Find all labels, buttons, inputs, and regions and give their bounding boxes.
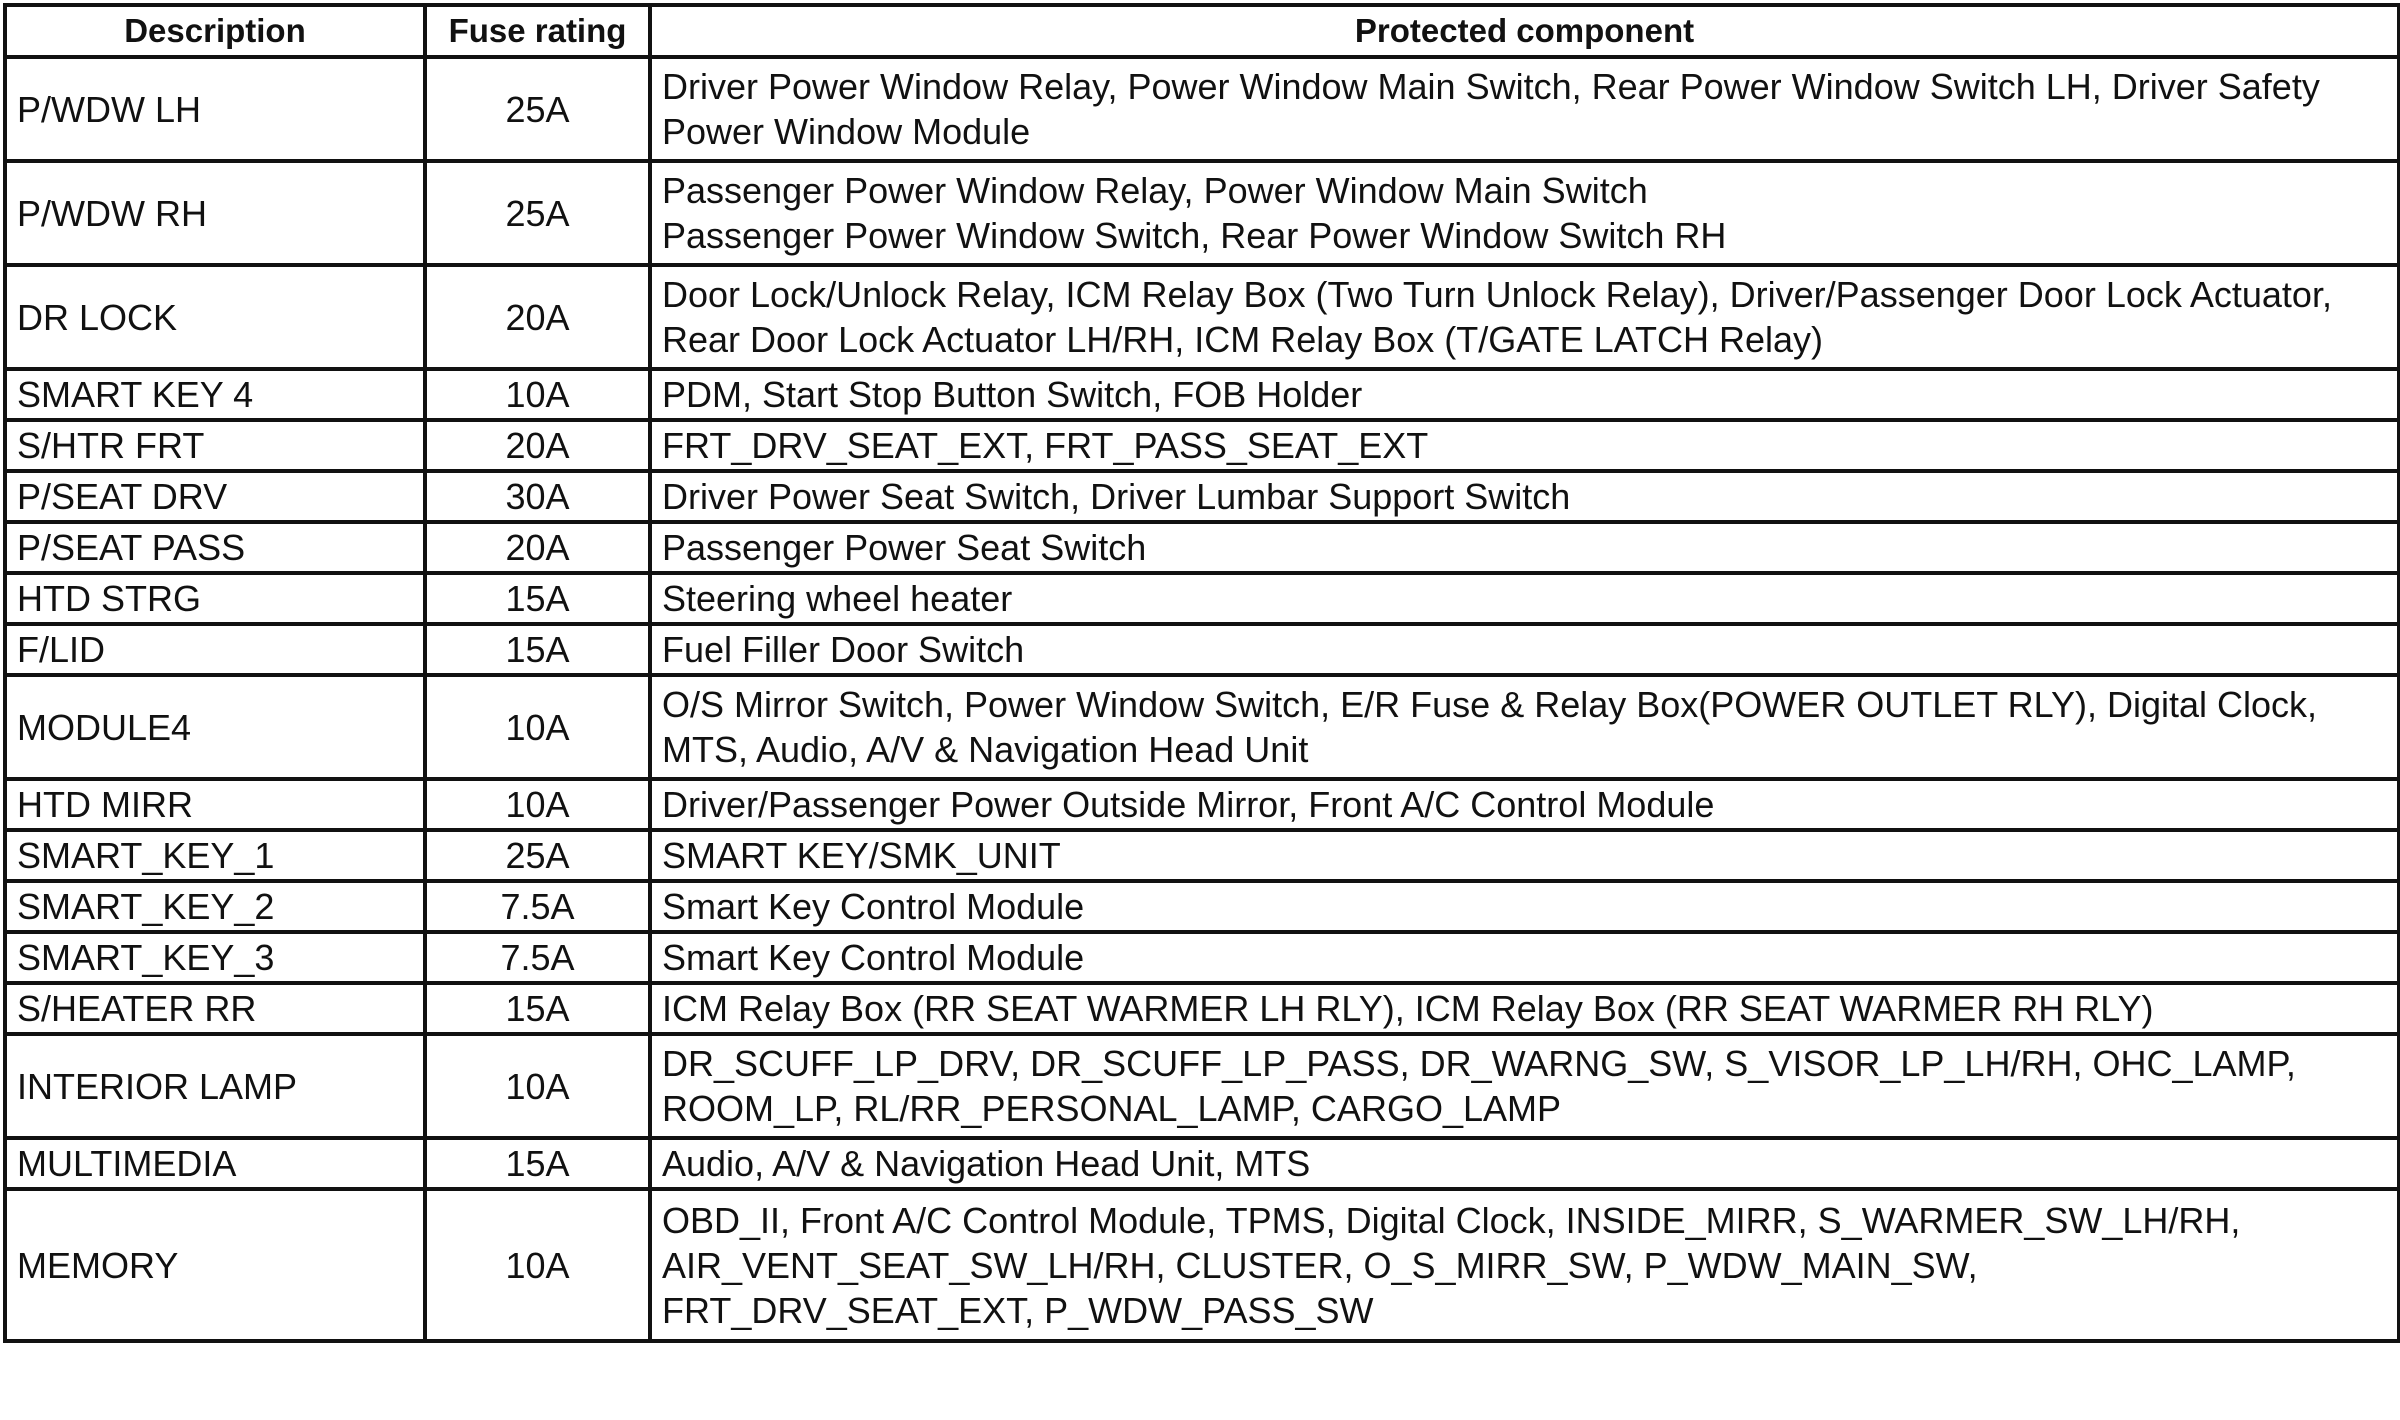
table-row — [5, 265, 2399, 369]
cell-description: P/SEAT PASS — [5, 522, 425, 573]
cell-protected-component: Driver Power Window Relay, Power Window Main Switch, Rear Power Window Switch LH, Driver Safety Power Window Module — [650, 57, 2399, 161]
table-row — [5, 57, 2399, 161]
cell-protected-component: Passenger Power Window Relay, Power Window Main Switch Passenger Power Window Switch, Rear Power Window Switch RH — [650, 161, 2399, 265]
table-row — [5, 932, 2399, 983]
cell-protected-component: O/S Mirror Switch, Power Window Switch, E/R Fuse & Relay Box(POWER OUTLET RLY), Digital Clock, MTS, Audio, A/V & Navigation Head Unit — [650, 675, 2399, 779]
cell-description: MODULE4 — [5, 675, 425, 779]
cell-description: DR LOCK — [5, 265, 425, 369]
table-row — [5, 624, 2399, 675]
table-row — [5, 573, 2399, 624]
cell-description: MEMORY — [5, 1189, 425, 1341]
cell-protected-component: ICM Relay Box (RR SEAT WARMER LH RLY), ICM Relay Box (RR SEAT WARMER RH RLY) — [650, 983, 2399, 1034]
table-row — [5, 1138, 2399, 1189]
header-description: Description — [5, 5, 425, 57]
cell-fuse-rating: 10A — [425, 369, 650, 420]
cell-description: SMART_KEY_2 — [5, 881, 425, 932]
cell-protected-component: DR_SCUFF_LP_DRV, DR_SCUFF_LP_PASS, DR_WARNG_SW, S_VISOR_LP_LH/RH, OHC_LAMP, ROOM_LP, RL/RR_PERSONAL_LAMP, CARGO_LAMP — [650, 1034, 2399, 1138]
table-body — [5, 57, 2399, 1341]
table-row — [5, 881, 2399, 932]
cell-fuse-rating: 7.5A — [425, 881, 650, 932]
cell-protected-component: Door Lock/Unlock Relay, ICM Relay Box (Two Turn Unlock Relay), Driver/Passenger Door Lock Actuator, Rear Door Lock Actuator LH/RH, ICM Relay Box (T/GATE LATCH Relay) — [650, 265, 2399, 369]
table-row — [5, 779, 2399, 830]
cell-fuse-rating: 30A — [425, 471, 650, 522]
cell-fuse-rating: 25A — [425, 161, 650, 265]
table-row — [5, 675, 2399, 779]
cell-fuse-rating: 15A — [425, 624, 650, 675]
cell-protected-component: Steering wheel heater — [650, 573, 2399, 624]
cell-description: S/HEATER RR — [5, 983, 425, 1034]
cell-description: P/SEAT DRV — [5, 471, 425, 522]
cell-description: HTD STRG — [5, 573, 425, 624]
cell-fuse-rating: 15A — [425, 983, 650, 1034]
table-row — [5, 369, 2399, 420]
cell-protected-component: Passenger Power Seat Switch — [650, 522, 2399, 573]
cell-fuse-rating: 20A — [425, 420, 650, 471]
table-header — [5, 5, 2399, 57]
cell-description: P/WDW RH — [5, 161, 425, 265]
cell-protected-component: Driver/Passenger Power Outside Mirror, Front A/C Control Module — [650, 779, 2399, 830]
cell-description: P/WDW LH — [5, 57, 425, 161]
cell-protected-component: Audio, A/V & Navigation Head Unit, MTS — [650, 1138, 2399, 1189]
cell-protected-component: Smart Key Control Module — [650, 881, 2399, 932]
header-protected-component: Protected component — [650, 5, 2399, 57]
table-row — [5, 420, 2399, 471]
cell-description: SMART KEY 4 — [5, 369, 425, 420]
cell-description: SMART_KEY_3 — [5, 932, 425, 983]
cell-fuse-rating: 15A — [425, 1138, 650, 1189]
cell-protected-component: Fuel Filler Door Switch — [650, 624, 2399, 675]
cell-fuse-rating: 10A — [425, 1034, 650, 1138]
header-fuse-rating: Fuse rating — [425, 5, 650, 57]
cell-fuse-rating: 10A — [425, 675, 650, 779]
table-row — [5, 983, 2399, 1034]
cell-description: INTERIOR LAMP — [5, 1034, 425, 1138]
table-row — [5, 1189, 2399, 1341]
cell-protected-component: PDM, Start Stop Button Switch, FOB Holder — [650, 369, 2399, 420]
table-row — [5, 830, 2399, 881]
cell-description: MULTIMEDIA — [5, 1138, 425, 1189]
cell-description: S/HTR FRT — [5, 420, 425, 471]
cell-fuse-rating: 25A — [425, 57, 650, 161]
fuse-table — [3, 3, 2400, 1343]
cell-fuse-rating: 25A — [425, 830, 650, 881]
cell-description: SMART_KEY_1 — [5, 830, 425, 881]
cell-fuse-rating: 20A — [425, 265, 650, 369]
cell-protected-component: SMART KEY/SMK_UNIT — [650, 830, 2399, 881]
cell-fuse-rating: 15A — [425, 573, 650, 624]
cell-protected-component: Driver Power Seat Switch, Driver Lumbar Support Switch — [650, 471, 2399, 522]
cell-description: HTD MIRR — [5, 779, 425, 830]
table-row — [5, 1034, 2399, 1138]
table-row — [5, 161, 2399, 265]
table-row — [5, 522, 2399, 573]
cell-fuse-rating: 7.5A — [425, 932, 650, 983]
cell-protected-component: OBD_II, Front A/C Control Module, TPMS, Digital Clock, INSIDE_MIRR, S_WARMER_SW_LH/RH, AIR_VENT_SEAT_SW_LH/RH, CLUSTER, O_S_MIRR_SW, P_WDW_MAIN_SW, FRT_DRV_SEAT_EXT, P_WDW_PASS_SW — [650, 1189, 2399, 1341]
cell-fuse-rating: 10A — [425, 1189, 650, 1341]
table-row — [5, 471, 2399, 522]
header-row — [5, 5, 2399, 57]
cell-fuse-rating: 10A — [425, 779, 650, 830]
cell-fuse-rating: 20A — [425, 522, 650, 573]
cell-protected-component: Smart Key Control Module — [650, 932, 2399, 983]
cell-protected-component: FRT_DRV_SEAT_EXT, FRT_PASS_SEAT_EXT — [650, 420, 2399, 471]
cell-description: F/LID — [5, 624, 425, 675]
